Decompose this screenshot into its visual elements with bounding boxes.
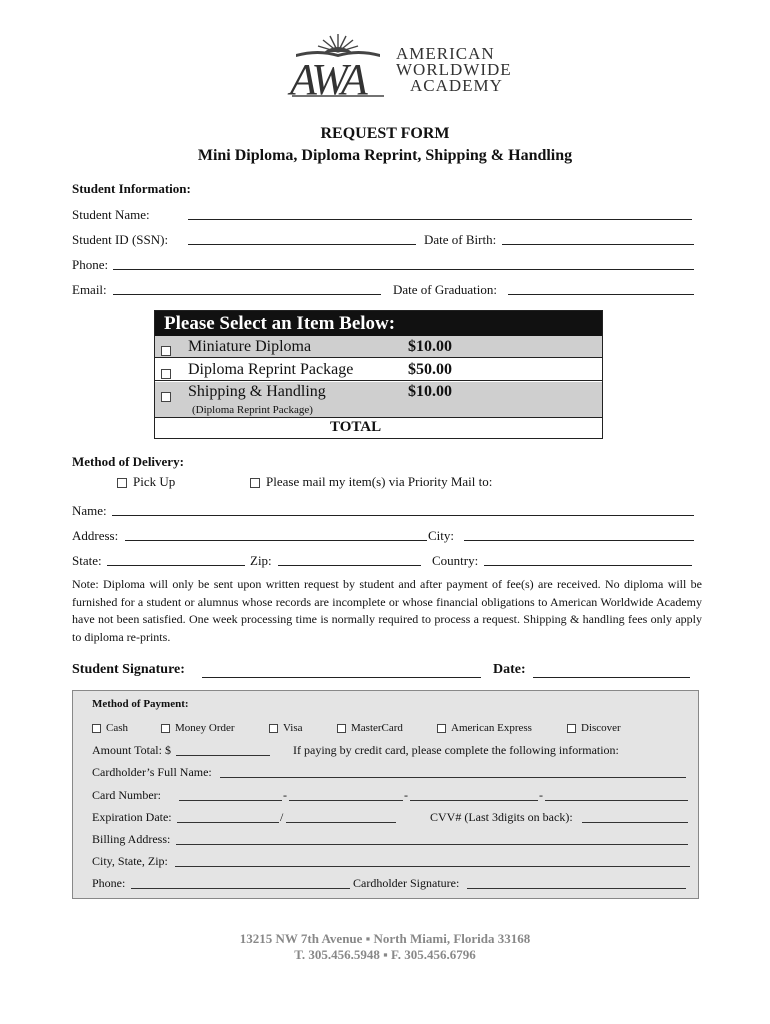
- american-express-checkbox[interactable]: [437, 724, 446, 733]
- card-number-field-1[interactable]: [179, 800, 282, 801]
- ship-city-label: City:: [428, 528, 455, 543]
- item-checkbox-miniature-diploma[interactable]: [161, 342, 177, 360]
- card-number-field-4[interactable]: [545, 800, 688, 801]
- expiration-year-field[interactable]: [286, 822, 396, 823]
- item-row-shipping-handling: [155, 382, 602, 418]
- cardholder-name-label: Cardholder’s Full Name:: [92, 765, 212, 779]
- item-checkbox-shipping-handling[interactable]: [161, 388, 177, 406]
- item-name: Diploma Reprint Package: [188, 361, 354, 378]
- payment-option-label: MasterCard: [351, 722, 403, 734]
- cardholder-signature-label: Cardholder Signature:: [353, 876, 460, 890]
- item-name: Miniature Diploma: [188, 338, 312, 355]
- cash-checkbox[interactable]: [92, 724, 101, 733]
- student-info-heading: Student Information:: [72, 181, 191, 196]
- pickup-option[interactable]: [117, 474, 175, 490]
- billing-address-field[interactable]: [176, 844, 688, 845]
- expiration-month-field[interactable]: [177, 822, 279, 823]
- form-title: REQUEST FORM: [320, 125, 450, 142]
- item-row-diploma-reprint: [155, 359, 602, 381]
- credit-card-note: If paying by credit card, please complete the following information:: [293, 743, 619, 757]
- dob-field[interactable]: [502, 244, 694, 245]
- payment-option-label: Cash: [106, 722, 128, 734]
- student-id-label: Student ID (SSN):: [72, 232, 169, 247]
- logo-monogram: AWA: [290, 55, 364, 104]
- city-state-zip-field[interactable]: [175, 866, 690, 867]
- item-price: $10.00: [408, 338, 452, 355]
- item-note: (Diploma Reprint Package): [192, 404, 313, 416]
- money-order-checkbox[interactable]: [161, 724, 170, 733]
- payment-option-cash[interactable]: [92, 722, 128, 734]
- ship-address-field[interactable]: [125, 540, 427, 541]
- student-name-label: Student Name:: [72, 207, 150, 222]
- priority-mail-label: Please mail my item(s) via Priority Mail to:: [266, 474, 493, 489]
- card-number-label: Card Number:: [92, 788, 161, 802]
- logo-line-academy: ACADEMY: [410, 76, 503, 95]
- item-price: $50.00: [408, 361, 452, 378]
- phone-field[interactable]: [113, 269, 694, 270]
- item-price: $10.00: [408, 383, 452, 400]
- student-signature-field[interactable]: [202, 677, 481, 678]
- card-number-separator: -: [283, 788, 287, 802]
- email-label: Email:: [72, 282, 107, 297]
- payment-option-money-order[interactable]: [161, 722, 235, 734]
- student-id-field[interactable]: [188, 244, 416, 245]
- signature-date-label: Date:: [493, 662, 526, 677]
- payment-option-american-express[interactable]: [437, 722, 532, 734]
- payment-section: [72, 690, 699, 899]
- ship-name-label: Name:: [72, 503, 107, 518]
- cvv-label: CVV# (Last 3digits on back):: [430, 810, 573, 824]
- cardholder-name-field[interactable]: [220, 777, 686, 778]
- payment-option-label: American Express: [451, 722, 532, 734]
- payment-option-visa[interactable]: [269, 722, 303, 734]
- academy-logo: [288, 32, 512, 104]
- graduation-date-field[interactable]: [508, 294, 694, 295]
- card-number-field-3[interactable]: [410, 800, 538, 801]
- email-field[interactable]: [113, 294, 381, 295]
- city-state-zip-label: City, State, Zip:: [92, 854, 168, 868]
- ship-zip-field[interactable]: [278, 565, 421, 566]
- expiration-date-label: Expiration Date:: [92, 810, 172, 824]
- items-total-label: TOTAL: [330, 419, 382, 435]
- student-signature-label: Student Signature:: [72, 662, 185, 677]
- logo-line-american: AMERICAN: [396, 44, 495, 63]
- ship-country-field[interactable]: [484, 565, 692, 566]
- expiration-separator: /: [280, 810, 284, 824]
- graduation-date-label: Date of Graduation:: [393, 282, 497, 297]
- logo-line-worldwide: WORLDWIDE: [396, 60, 512, 79]
- visa-checkbox[interactable]: [269, 724, 278, 733]
- priority-mail-checkbox[interactable]: [250, 478, 260, 488]
- payment-option-label: Visa: [283, 722, 303, 734]
- mastercard-checkbox[interactable]: [337, 724, 346, 733]
- footer-contact: T. 305.456.5948 ▪ F. 305.456.6796: [294, 947, 476, 962]
- payment-phone-field[interactable]: [131, 888, 350, 889]
- payment-heading: Method of Payment:: [92, 698, 189, 710]
- payment-phone-label: Phone:: [92, 876, 126, 890]
- card-number-field-2[interactable]: [289, 800, 403, 801]
- amount-total-field[interactable]: [176, 755, 270, 756]
- signature-date-field[interactable]: [533, 677, 690, 678]
- phone-label: Phone:: [72, 257, 109, 272]
- ship-state-label: State:: [72, 553, 102, 568]
- item-name: Shipping & Handling: [188, 383, 326, 400]
- footer-address: 13215 NW 7th Avenue ▪ North Miami, Florida 33168: [239, 931, 531, 946]
- cardholder-signature-field[interactable]: [467, 888, 686, 889]
- discover-checkbox[interactable]: [567, 724, 576, 733]
- ship-zip-label: Zip:: [250, 553, 272, 568]
- ship-state-field[interactable]: [107, 565, 245, 566]
- ship-country-label: Country:: [432, 553, 479, 568]
- pickup-label: Pick Up: [133, 474, 176, 489]
- item-selection-table: [154, 310, 603, 439]
- payment-option-mastercard[interactable]: [337, 722, 403, 734]
- ship-name-field[interactable]: [112, 515, 694, 516]
- dob-label: Date of Birth:: [424, 232, 497, 247]
- ship-city-field[interactable]: [464, 540, 694, 541]
- cvv-field[interactable]: [582, 822, 688, 823]
- billing-address-label: Billing Address:: [92, 832, 171, 846]
- priority-mail-option[interactable]: [250, 474, 492, 490]
- ship-address-label: Address:: [72, 528, 119, 543]
- items-heading: Please Select an Item Below:: [155, 311, 602, 336]
- item-row-miniature-diploma: [155, 336, 602, 358]
- pickup-checkbox[interactable]: [117, 478, 127, 488]
- payment-option-label: Money Order: [175, 722, 235, 734]
- form-subtitle: Mini Diploma, Diploma Reprint, Shipping & Handling: [197, 147, 573, 164]
- delivery-heading: Method of Delivery:: [72, 454, 184, 469]
- amount-total-label: Amount Total: $: [92, 743, 171, 757]
- payment-option-discover[interactable]: [567, 722, 621, 734]
- card-number-separator: -: [404, 788, 408, 802]
- item-checkbox-diploma-reprint[interactable]: [161, 365, 177, 383]
- card-number-separator: -: [539, 788, 543, 802]
- terms-note: Note: Diploma will only be sent upon written request by student and after payment of fee(s) are received. No diploma will be furnished for a student or alumnus whose records are incomplete or whose financial obligations to American Worldwide Academy have not been satisfied. One week processing time is normally required to process a request. Shipping & handling fees only apply to diploma re-prints.: [72, 577, 702, 644]
- payment-option-label: Discover: [581, 722, 621, 734]
- student-name-field[interactable]: [188, 219, 692, 220]
